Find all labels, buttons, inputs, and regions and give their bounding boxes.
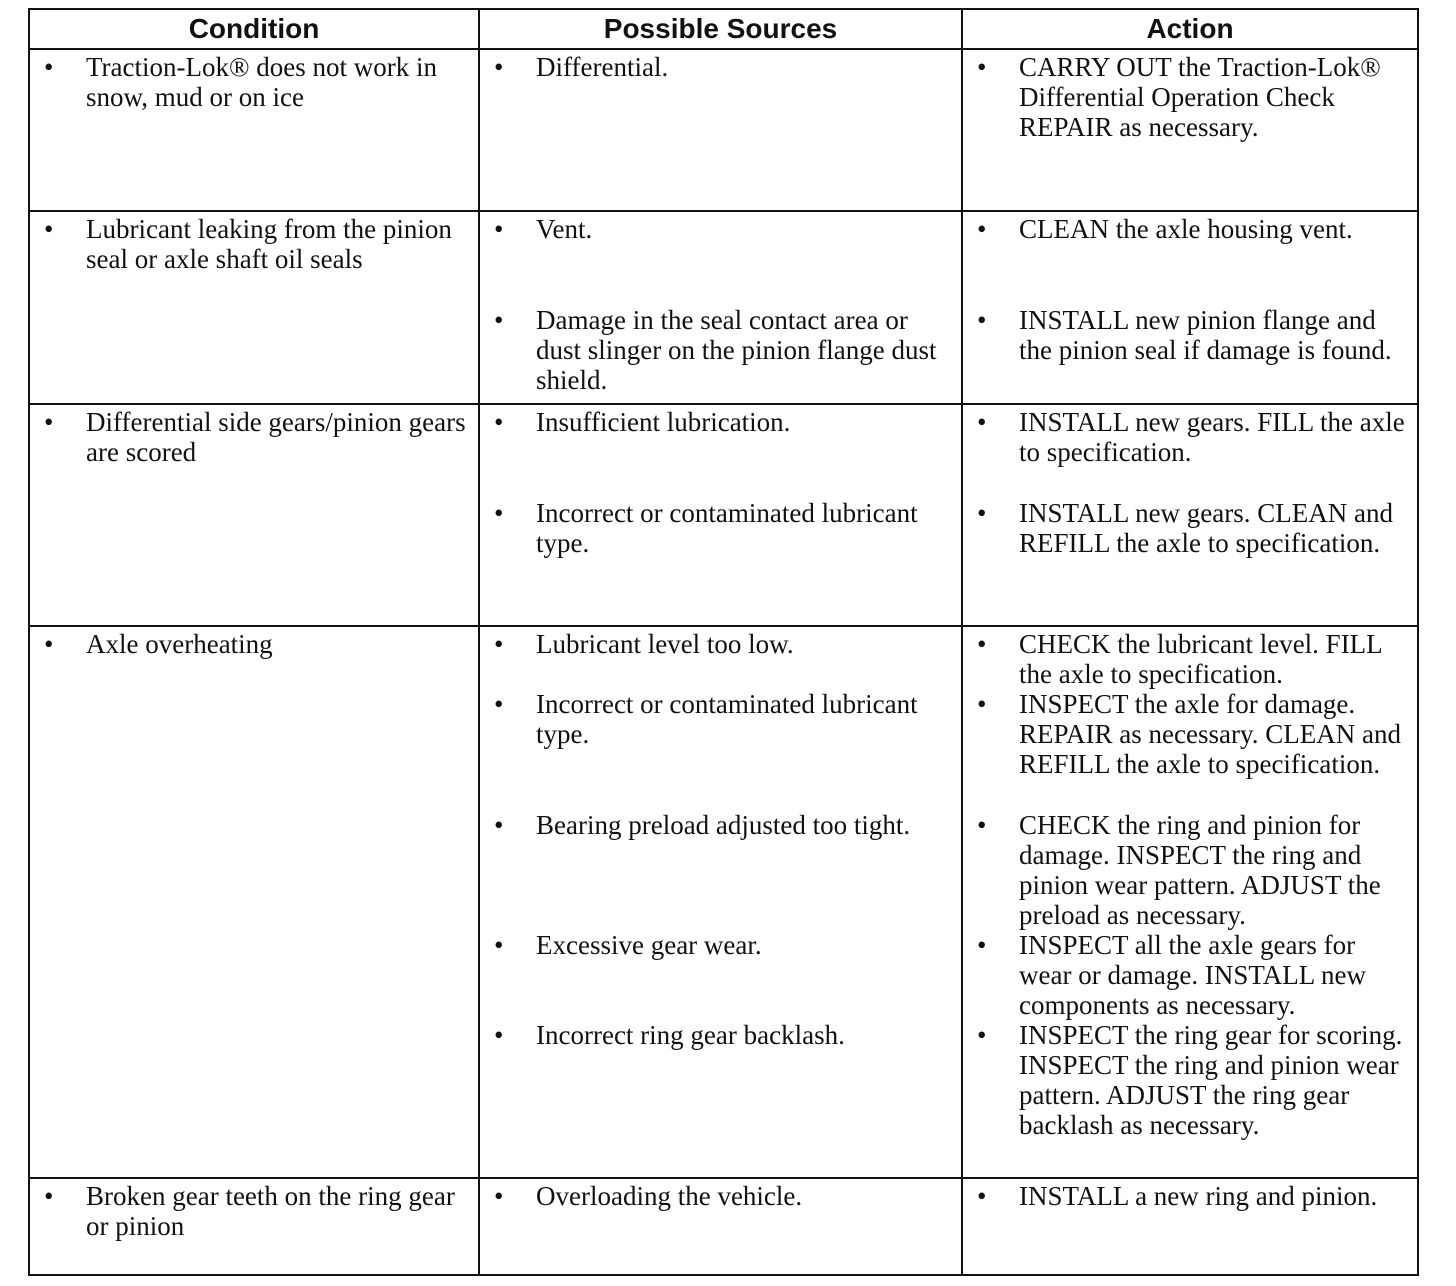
action-item: • CARRY OUT the Traction-Lok® Differential Operation Check REPAIR as necessary.: [973, 52, 1409, 142]
possible-sources-header: Possible Sources: [479, 9, 962, 49]
source-item: • Overloading the vehicle.: [490, 1181, 953, 1211]
action-cell: [962, 404, 1418, 626]
condition-item: • Differential side gears/pinion gears are scored: [40, 407, 470, 467]
source-item: • Lubricant level too low.: [490, 629, 953, 689]
action-cell: [962, 1178, 1418, 1275]
action-item: • CHECK the lubricant level. FILL the axle to specification.: [973, 629, 1409, 689]
action-cell: [962, 626, 1418, 1178]
condition-item: • Broken gear teeth on the ring gear or pinion: [40, 1181, 470, 1241]
action-item: • INSPECT the ring gear for scoring. INSPECT the ring and pinion wear pattern. ADJUST the ring gear backlash as necessary.: [973, 1020, 1409, 1140]
table-row: [29, 404, 1418, 626]
action-item: • INSPECT the axle for damage. REPAIR as necessary. CLEAN and REFILL the axle to specification.: [973, 689, 1409, 810]
action-item: • CHECK the ring and pinion for damage. INSPECT the ring and pinion wear pattern. ADJUST the preload as necessary.: [973, 810, 1409, 930]
condition-item: • Traction-Lok® does not work in snow, mud or on ice: [40, 52, 470, 112]
condition-cell: [29, 49, 479, 211]
diagnosis-table: [28, 8, 1419, 1276]
sources-cell: [479, 49, 962, 211]
table-row: [29, 211, 1418, 404]
action-header: Action: [962, 9, 1418, 49]
action-cell: [962, 211, 1418, 404]
sources-cell: [479, 404, 962, 626]
source-item: • Incorrect or contaminated lubricant type.: [490, 498, 953, 558]
header-row: [29, 9, 1418, 49]
source-item: • Insufficient lubrication.: [490, 407, 953, 498]
action-item: • INSTALL a new ring and pinion.: [973, 1181, 1409, 1211]
action-cell: [962, 49, 1418, 211]
condition-cell: [29, 626, 479, 1178]
sources-cell: [479, 1178, 962, 1275]
action-item: • INSTALL new gears. FILL the axle to specification.: [973, 407, 1409, 498]
sources-cell: [479, 626, 962, 1178]
table-row: [29, 1178, 1418, 1275]
action-item: • INSPECT all the axle gears for wear or damage. INSTALL new components as necessary.: [973, 930, 1409, 1020]
source-item: • Incorrect ring gear backlash.: [490, 1020, 953, 1050]
action-item: • INSTALL new gears. CLEAN and REFILL the axle to specification.: [973, 498, 1409, 558]
condition-item: • Lubricant leaking from the pinion seal or axle shaft oil seals: [40, 214, 470, 274]
table-row: [29, 626, 1418, 1178]
table-row: [29, 49, 1418, 211]
action-item: • CLEAN the axle housing vent.: [973, 214, 1409, 305]
source-item: • Excessive gear wear.: [490, 930, 953, 1020]
condition-header: Condition: [29, 9, 479, 49]
condition-cell: [29, 404, 479, 626]
action-item: • INSTALL new pinion flange and the pinion seal if damage is found.: [973, 305, 1409, 365]
condition-cell: [29, 211, 479, 404]
sources-cell: [479, 211, 962, 404]
source-item: • Damage in the seal contact area or dust slinger on the pinion flange dust shield.: [490, 305, 953, 395]
source-item: • Vent.: [490, 214, 953, 305]
condition-item: • Axle overheating: [40, 629, 470, 659]
source-item: • Bearing preload adjusted too tight.: [490, 810, 953, 930]
source-item: • Incorrect or contaminated lubricant type.: [490, 689, 953, 810]
source-item: • Differential.: [490, 52, 953, 82]
condition-cell: [29, 1178, 479, 1275]
